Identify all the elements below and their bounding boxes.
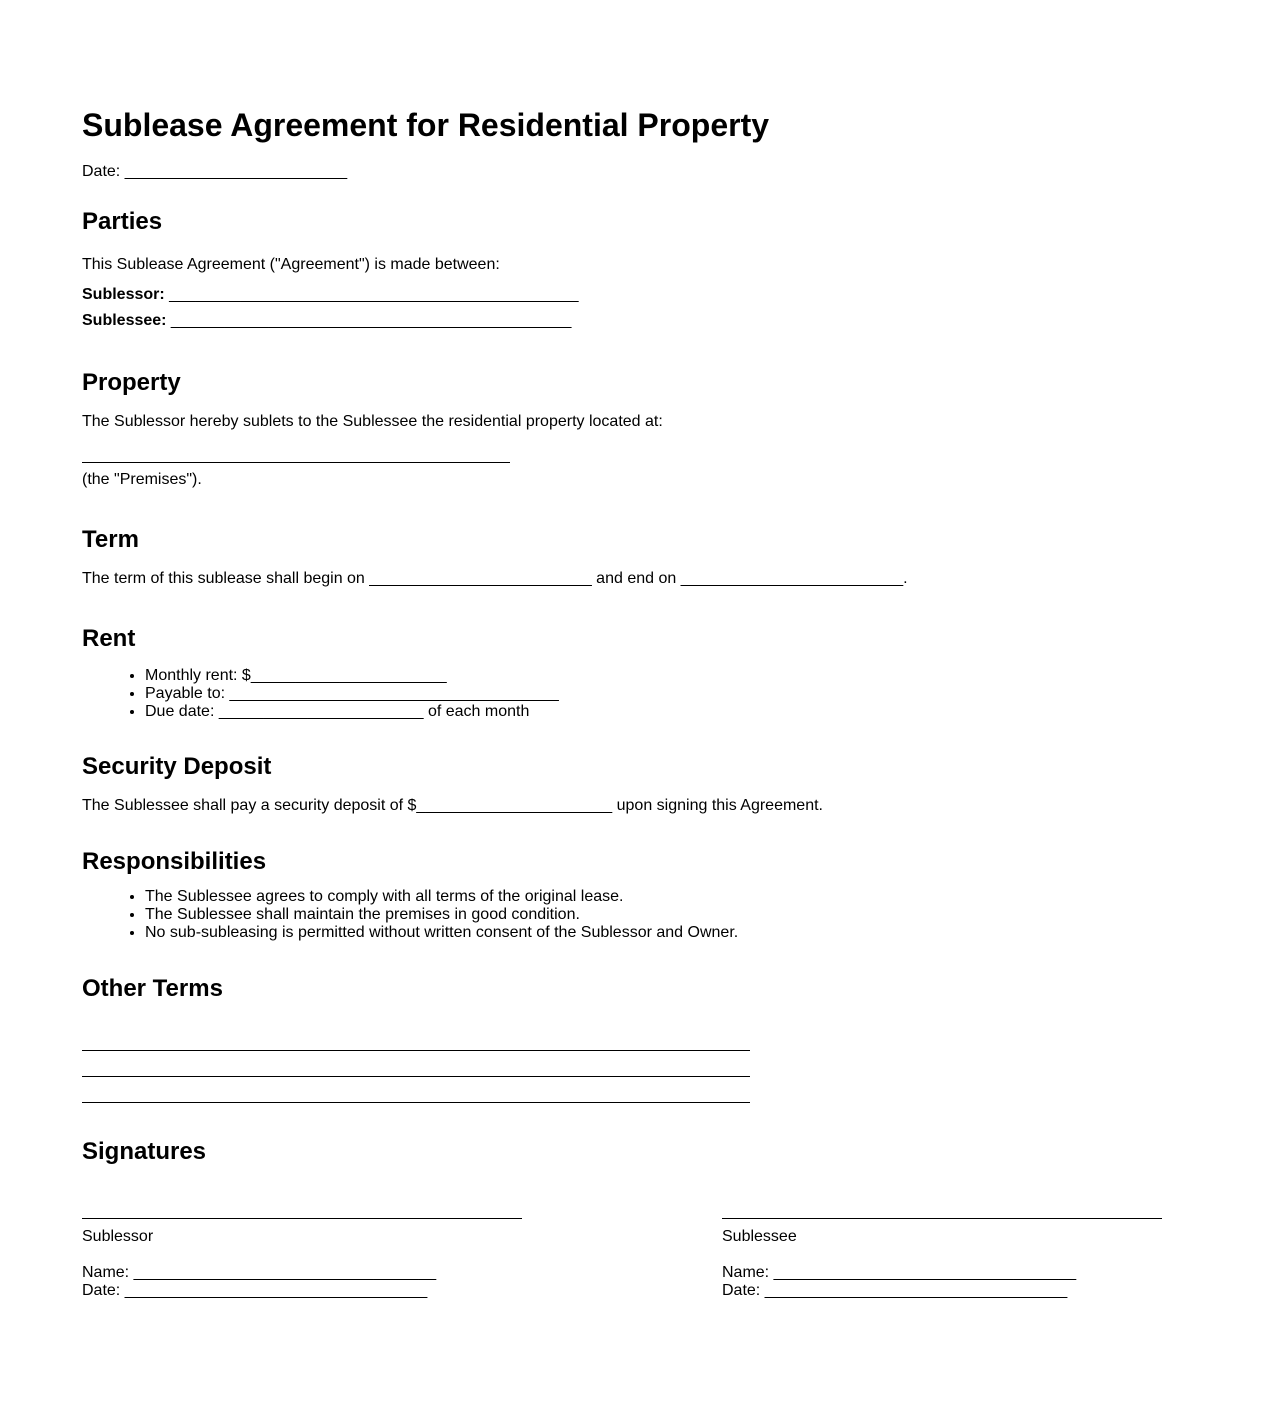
rent-list (82, 667, 1181, 721)
sublessee-blank: _____________________________________________ (166, 312, 572, 329)
rent-heading: Rent (82, 625, 136, 652)
sublessor-name-field: Name: __________________________________ (82, 1264, 437, 1281)
document-title: Sublease Agreement for Residential Property (82, 107, 770, 143)
term-text: The term of this sublease shall begin on _________________________ and end on _________________________. (82, 570, 908, 587)
other-terms-heading: Other Terms (82, 975, 223, 1002)
security-text: The Sublessee shall pay a security deposit of $______________________ upon signing this Agreement. (82, 797, 823, 814)
other-terms-lines (82, 1025, 1181, 1103)
sublessor-role: Sublessor (82, 1228, 154, 1245)
responsibilities-list (82, 888, 1181, 942)
sublessee-label: Sublessee: (82, 312, 167, 329)
property-heading: Property (82, 369, 181, 396)
premises-text: (the "Premises"). (82, 471, 202, 488)
security-section (82, 753, 1181, 815)
parties-section (82, 208, 1181, 334)
sublessee-date-field: Date: __________________________________ (722, 1282, 1068, 1299)
date-field: Date: _________________________ (82, 163, 348, 180)
sublessee-fields (722, 1264, 1162, 1300)
signatures-heading: Signatures (82, 1138, 207, 1165)
sublessor-signature (82, 1190, 522, 1300)
sublessee-field (82, 308, 1181, 334)
parties-body (82, 252, 1181, 334)
property-section (82, 369, 1181, 489)
signatures-section (82, 1138, 1181, 1330)
term-heading: Term (82, 526, 139, 553)
list-item: • Due date: _______________________ of each month (145, 703, 1181, 721)
sublessor-blank: ______________________________________________ (164, 286, 579, 303)
list-item: • The Sublessee agrees to comply with all terms of the original lease. (145, 888, 1181, 906)
parties-heading: Parties (82, 208, 163, 235)
sublessor-fields (82, 1264, 522, 1300)
sublessor-field (82, 282, 1181, 308)
signature-block (82, 1190, 1181, 1330)
other-terms-section (82, 975, 1181, 1103)
sublessee-signature-line (722, 1190, 1162, 1219)
sublessor-label: Sublessor: (82, 286, 165, 303)
responsibilities-section (82, 848, 1181, 942)
property-address-line (82, 437, 510, 463)
list-item: • Payable to: _____________________________________ (145, 685, 1181, 703)
term-section (82, 526, 1181, 588)
other-terms-line (82, 1077, 750, 1103)
sublessor-signature-line (82, 1190, 522, 1219)
sublessee-role: Sublessee (722, 1228, 797, 1245)
sublessor-date-field: Date: __________________________________ (82, 1282, 428, 1299)
other-terms-line (82, 1025, 750, 1051)
responsibilities-heading: Responsibilities (82, 848, 267, 875)
sublessee-name-field: Name: __________________________________ (722, 1264, 1077, 1281)
rent-section (82, 625, 1181, 721)
security-heading: Security Deposit (82, 753, 272, 780)
property-text: The Sublessor hereby sublets to the Sublessee the residential property located at: (82, 413, 663, 430)
sublessee-signature (722, 1190, 1162, 1300)
list-item: • Monthly rent: $______________________ (145, 667, 1181, 685)
parties-intro: This Sublease Agreement ("Agreement") is made between: (82, 256, 500, 273)
list-item: • The Sublessee shall maintain the premises in good condition. (145, 906, 1181, 924)
list-item: • No sub-subleasing is permitted without written consent of the Sublessor and Owner. (145, 924, 1181, 942)
other-terms-line (82, 1051, 750, 1077)
